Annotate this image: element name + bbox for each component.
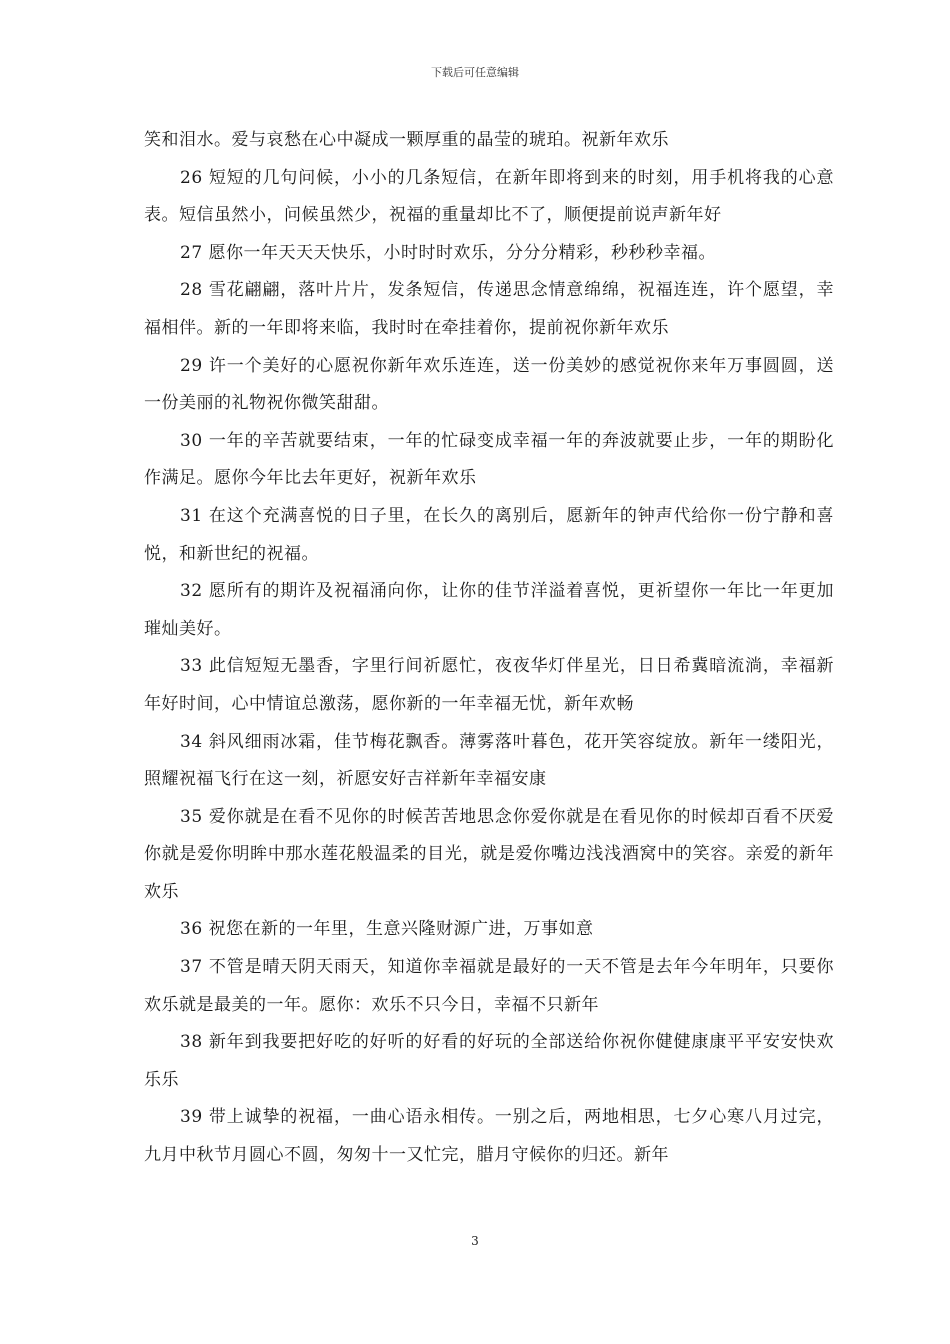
paragraph: 28 雪花翩翩，落叶片片，发条短信，传递思念情意绵绵，祝福连连，许个愿望，幸福相伴。新的一年即将来临，我时时在牵挂着你，提前祝你新年欢乐 — [144, 280, 834, 338]
paragraph: 26 短短的几句问候，小小的几条短信，在新年即将到来的时刻，用手机将我的心意表。短信虽然小，问候虽然少，祝福的重量却比不了，顺便提前说声新年好 — [144, 167, 834, 226]
paragraph: 35 爱你就是在看不见你的时候苦苦地思念你爱你就是在看见你的时候却百看不厌爱你就是爱你明眸中那水莲花般温柔的目光，就是爱你嘴边浅浅酒窝中的笑容。亲爱的新年欢乐 — [144, 806, 834, 902]
paragraph: 31 在这个充满喜悦的日子里，在长久的离别后，愿新年的钟声代给你一份宁静和喜悦，和新世纪的祝福。 — [144, 505, 834, 564]
paragraph: 36 祝您在新的一年里，生意兴隆财源广进，万事如意 — [180, 919, 594, 940]
paragraph: 38 新年到我要把好吃的好听的好看的好玩的全部送给你祝你健健康康平平安安快欢乐乐 — [144, 1032, 834, 1090]
paragraph: 39 带上诚挚的祝福，一曲心语永相传。一别之后，两地相思，七夕心寒八月过完，九月中秋节月圆心不圆，匆匆十一又忙完，腊月守候你的归还。新年 — [144, 1107, 834, 1166]
paragraph: 33 此信短短无墨香，字里行间祈愿忙，夜夜华灯伴星光，日日希冀暗流淌，幸福新年好时间，心中情谊总激荡，愿你新的一年幸福无忧，新年欢畅 — [144, 656, 834, 714]
paragraph: 30 一年的辛苦就要结束，一年的忙碌变成幸福一年的奔波就要止步，一年的期盼化作满足。愿你今年比去年更好，祝新年欢乐 — [144, 430, 834, 489]
paragraph: 27 愿你一年天天天快乐，小时时时欢乐，分分分精彩，秒秒秒幸福。 — [180, 242, 717, 263]
page-number: 3 — [471, 1234, 479, 1248]
paragraph: 37 不管是晴天阴天雨天，知道你幸福就是最好的一天不管是去年今年明年，只要你欢乐就是最美的一年。愿你：欢乐不只今日，幸福不只新年 — [144, 957, 834, 1015]
paragraph: 32 愿所有的期许及祝福涌向你，让你的佳节洋溢着喜悦，更祈望你一年比一年更加璀灿美好。 — [144, 581, 834, 639]
page-header: 下载后可任意编辑 — [431, 66, 519, 79]
paragraph: 笑和泪水。爱与哀愁在心中凝成一颗厚重的晶莹的琥珀。祝新年欢乐 — [144, 130, 669, 150]
paragraph: 34 斜风细雨冰霜，佳节梅花飘香。薄雾落叶暮色，花开笑容绽放。新年一缕阳光，照耀祝福飞行在这一刻，祈愿安好吉祥新年幸福安康 — [144, 731, 834, 790]
paragraph: 29 许一个美好的心愿祝你新年欢乐连连，送一份美妙的感觉祝你来年万事圆圆，送一份美丽的礼物祝你微笑甜甜。 — [144, 355, 834, 414]
body-text — [144, 122, 834, 1175]
